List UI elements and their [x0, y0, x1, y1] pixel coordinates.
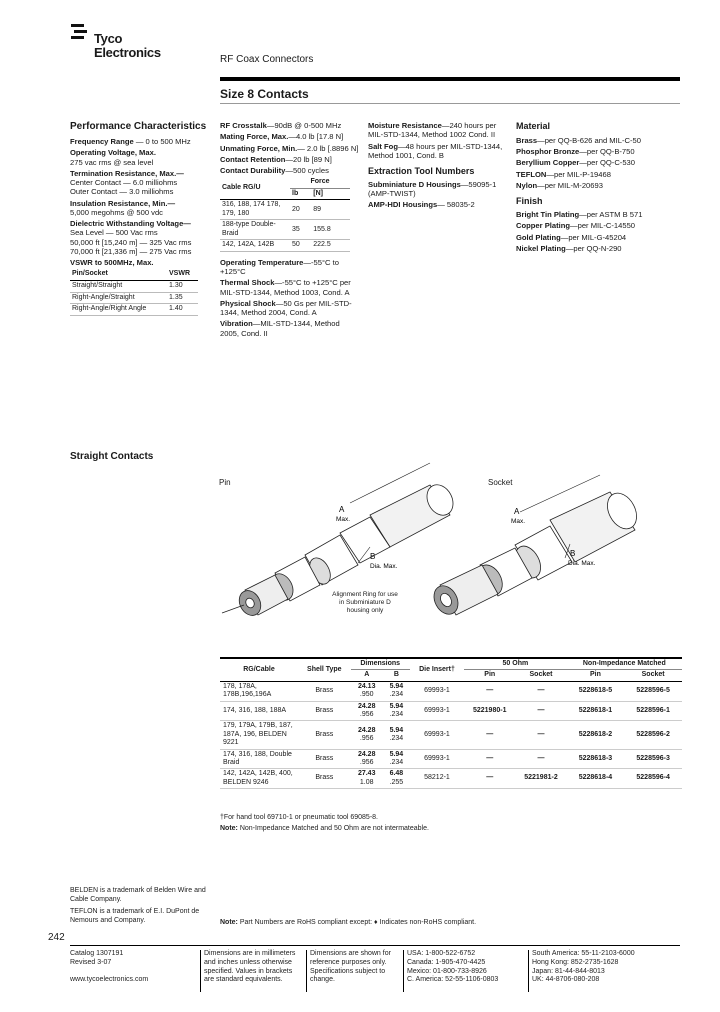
- term-value-1: Center Contact — 6.0 milliohms: [70, 178, 178, 188]
- dims-note-1: Dimensions are in millimeters and inches unless otherwise specified. Values in brackets are standard equivalents.: [204, 950, 296, 984]
- pin-dim-b: B: [370, 552, 376, 561]
- nylon-value: —per MIL-M-20693: [537, 180, 603, 190]
- force-cell: 35: [290, 220, 311, 240]
- dim-a-in: .956: [359, 710, 374, 718]
- dim-b-in: .255: [389, 778, 404, 786]
- parts-cell-shell: Brass: [298, 749, 351, 769]
- crosstalk-value: —90dB @ 0-500 MHz: [266, 121, 342, 130]
- alignment-ring-note: Alignment Ring for use in Subminiature D housing only: [332, 591, 398, 614]
- thermal-label: Thermal Shock: [220, 278, 275, 288]
- socket-contact-drawing: [410, 470, 650, 640]
- sub-d-value: —59095-1 (AMP-TWIST): [368, 179, 497, 199]
- parts-cell-rg: 174, 316, 188, 188A: [220, 701, 298, 721]
- material-title: Material: [516, 121, 551, 131]
- term-value-2: Outer Contact — 3.0 milliohms: [70, 187, 174, 197]
- parts-cell-die: 58212-1: [410, 769, 464, 789]
- dim-b-in: .234: [389, 710, 404, 718]
- parts-cell-b: [383, 769, 410, 789]
- diel-label: Dielectric Withstanding Voltage—: [70, 219, 191, 229]
- insul-label: Insulation Resistance, Min.—: [70, 198, 176, 208]
- dim-b-in: .234: [389, 758, 404, 766]
- brand-name: [94, 32, 161, 59]
- parts-cell-rg: 174, 316, 188, Double Braid: [220, 749, 298, 769]
- socket-label: Socket: [488, 478, 513, 487]
- force-cell: 89: [311, 200, 350, 220]
- col-non-impedance: Non-Impedance Matched: [567, 658, 682, 670]
- thermal-value: —-55°C to +125°C per MIL-STD-1344, Method 1003, Cond. A: [220, 278, 351, 297]
- contact-samerica: South America: 55-11-2103-6000: [532, 950, 635, 957]
- retention-label: Contact Retention: [220, 154, 286, 164]
- durability-value: —500 cycles: [285, 166, 329, 175]
- contact-canada: Canada: 1-905-470-4425: [407, 958, 486, 966]
- parts-cell-b: [383, 681, 410, 701]
- term-label: Termination Resistance, Max.—: [70, 168, 184, 178]
- parts-cell-rg: 178, 178A, 178B,196,196A: [220, 681, 298, 701]
- diel-value-3: 70,000 ft [21,336 m] — 275 Vac rms: [70, 246, 192, 256]
- vswr-cell: 1.40: [167, 304, 198, 316]
- contact-japan: Japan: 81-44-844-8013: [532, 967, 605, 975]
- parts-cell-rg: 142, 142A, 142B, 400, BELDEN 9246: [220, 769, 298, 789]
- finish-title: Finish: [516, 196, 543, 207]
- brand-line-2: Electronics: [94, 44, 161, 60]
- contact-usa: USA: 1-800-522-6752: [407, 950, 476, 957]
- parts-cell-b: [383, 701, 410, 721]
- parts-cell-s50: 5221981-2: [515, 769, 566, 789]
- moisture-value: —240 hours per MIL-STD-1344, Method 1002 Cond. II: [368, 121, 497, 140]
- table-footnote-2: [220, 825, 429, 834]
- freq-label: Frequency Range: [70, 137, 134, 147]
- tin-value: —per ASTM B 571: [579, 210, 643, 220]
- col-rg-cable: RG/Cable: [220, 658, 298, 681]
- moisture-label: Moisture Resistance: [368, 121, 442, 130]
- vswr-head-vswr: VSWR: [167, 269, 198, 280]
- col-dim-a: A: [351, 670, 383, 681]
- tyco-logo-icon: [70, 22, 90, 42]
- force-table: [220, 177, 350, 252]
- tin-label: Bright Tin Plating: [516, 210, 580, 220]
- parts-cell-rg: 179, 179A, 179B, 187, 187A, 196, BELDEN 9221: [220, 721, 298, 749]
- parts-cell-shell: Brass: [298, 721, 351, 749]
- belden-trademark: BELDEN is a trademark of Belden Wire and Cable Company.: [70, 887, 206, 903]
- force-cell: 316, 188, 174 178, 179, 180: [220, 200, 290, 220]
- amp-hdi-value: — 58035-2: [437, 200, 475, 210]
- table-row: [220, 749, 682, 769]
- performance-column: [70, 121, 212, 316]
- table-row: [220, 701, 682, 721]
- mid-column: [220, 121, 360, 340]
- force-cell: 20: [290, 200, 311, 220]
- optemp-value: —-55°C to +125°C: [220, 257, 339, 277]
- force-cell: 155.8: [311, 220, 350, 240]
- retention-value: —20 lb [89 N]: [285, 154, 332, 164]
- rohs-note-text: Part Numbers are RoHS compliant except: ♦ Indicates non-RoHS compliant.: [237, 919, 477, 926]
- nickel-label: Nickel Plating: [516, 243, 566, 253]
- dim-a-in: .956: [359, 758, 374, 766]
- header-title: RF Coax Connectors: [220, 54, 314, 65]
- table-row: [220, 769, 682, 789]
- dim-b-in: .234: [389, 691, 404, 699]
- sub-d-label: Subminiature D Housings: [368, 179, 461, 189]
- website-link[interactable]: www.tycoelectronics.com: [70, 975, 149, 983]
- contact-camerica: C. America: 52-55-1106-0803: [407, 976, 499, 984]
- parts-cell-p50: 5221980-1: [464, 701, 515, 721]
- extraction-title: Extraction Tool Numbers: [368, 166, 475, 176]
- parts-cell-s50: —: [515, 749, 566, 769]
- force-cell: 142, 142A, 142B: [220, 240, 290, 252]
- dim-a-in: .956: [359, 734, 374, 742]
- gold-value: —per MIL-G-45204: [560, 232, 627, 242]
- pin-dim-a: A: [339, 505, 345, 514]
- dim-a-mm: 27.43: [357, 770, 376, 778]
- footer-divider: [200, 950, 201, 992]
- dim-b-mm: 5.94: [389, 682, 404, 690]
- parts-cell-a: [351, 681, 383, 701]
- page-number: 242: [48, 932, 65, 943]
- parts-cell-a: [351, 749, 383, 769]
- gold-label: Gold Plating: [516, 232, 561, 242]
- beryl-label: Beryllium Copper: [516, 158, 580, 168]
- contact-americas: [407, 950, 527, 985]
- voltage-value: 275 vac rms @ sea level: [70, 157, 154, 167]
- footnote-note-label: Note:: [220, 825, 238, 832]
- dim-b-mm: 5.94: [389, 750, 404, 758]
- amp-hdi-label: AMP-HDI Housings: [368, 200, 438, 210]
- unmating-value: — 2.0 lb [.8896 N]: [297, 143, 359, 153]
- diel-value-2: 50,000 ft [15,240 m] — 325 Vac rms: [70, 237, 192, 247]
- parts-cell-s50: —: [515, 721, 566, 749]
- rohs-note-label: Note:: [220, 919, 238, 926]
- table-row: [220, 681, 682, 701]
- phos-value: —per QQ-B-750: [579, 147, 635, 157]
- parts-cell-pn: 5228618-2: [567, 721, 625, 749]
- right-mid-column: [368, 121, 508, 212]
- mating-label: Mating Force, Max.: [220, 132, 289, 142]
- saltfog-label: Salt Fog: [368, 141, 398, 151]
- header-rule: [220, 77, 680, 81]
- pin-dim-a-sub: Max.: [336, 516, 351, 523]
- socket-dim-a: A: [514, 507, 520, 516]
- socket-dim-b-sub: Dia. Max.: [568, 560, 596, 567]
- parts-cell-sn: 5228596-4: [624, 769, 682, 789]
- table-row: [70, 304, 198, 316]
- dim-a-mm: 24.28: [357, 702, 376, 710]
- parts-cell-pn: 5228618-3: [567, 749, 625, 769]
- parts-cell-s50: —: [515, 681, 566, 701]
- socket-dim-a-sub: Max.: [511, 518, 526, 525]
- force-head-n: [N]: [311, 188, 350, 200]
- parts-cell-p50: —: [464, 721, 515, 749]
- unmating-label: Unmating Force, Min.: [220, 143, 298, 153]
- col-shell-type: Shell Type: [298, 658, 351, 681]
- contact-mexico: Mexico: 01-800-733-8926: [407, 967, 487, 975]
- dim-b-in: .234: [389, 734, 404, 742]
- parts-cell-p50: —: [464, 681, 515, 701]
- brand-line-1: Tyco: [94, 31, 123, 46]
- parts-cell-b: [383, 721, 410, 749]
- contact-hk: Hong Kong: 852-2735-1628: [532, 958, 619, 966]
- force-cell: 50: [290, 240, 311, 252]
- vswr-table: [70, 269, 198, 315]
- dim-a-mm: 24.13: [357, 682, 376, 690]
- vswr-cell: 1.30: [167, 280, 198, 292]
- durability-label: Contact Durability: [220, 166, 286, 175]
- footnote-note-text: Non-Impedance Matched and 50 Ohm are not intermateable.: [237, 825, 429, 832]
- beryl-value: —per QQ-C-530: [579, 158, 636, 168]
- socket-dim-b: B: [570, 549, 576, 558]
- crosstalk-label: RF Crosstalk: [220, 121, 267, 130]
- dim-b-mm: 5.94: [389, 702, 404, 710]
- parts-cell-s50: —: [515, 701, 566, 721]
- dim-a-in: 1.08: [359, 778, 374, 786]
- socket-illustration: [429, 488, 642, 618]
- col-die-insert: Die Insert†: [410, 658, 464, 681]
- parts-cell-sn: 5228596-2: [624, 721, 682, 749]
- parts-cell-shell: Brass: [298, 701, 351, 721]
- saltfog-value: —48 hours per MIL-STD-1344, Method 1001, Cond. B: [368, 141, 503, 160]
- vswr-cell: Right-Angle/Straight: [70, 292, 167, 304]
- contact-international: [532, 950, 682, 985]
- vswr-cell: Right-Angle/Right Angle: [70, 304, 167, 316]
- parts-cell-pn: 5228618-4: [567, 769, 625, 789]
- footer-divider: [306, 950, 307, 992]
- footer-rule: [70, 945, 680, 946]
- copper-label: Copper Plating: [516, 221, 571, 231]
- footer-divider: [403, 950, 404, 992]
- parts-cell-die: 69993-1: [410, 701, 464, 721]
- table-row: [70, 292, 198, 304]
- force-head-force: Force: [290, 177, 350, 188]
- dim-b-mm: 6.48: [389, 770, 404, 778]
- pin-label: Pin: [219, 478, 231, 487]
- voltage-label: Operating Voltage, Max.: [70, 148, 156, 158]
- page-title: Size 8 Contacts: [220, 87, 309, 101]
- physical-label: Physical Shock: [220, 298, 276, 308]
- vswr-cell: 1.35: [167, 292, 198, 304]
- optemp-label: Operating Temperature: [220, 257, 304, 267]
- parts-table-body: [220, 681, 682, 788]
- parts-cell-shell: Brass: [298, 769, 351, 789]
- parts-cell-p50: —: [464, 769, 515, 789]
- parts-cell-p50: —: [464, 749, 515, 769]
- dim-a-mm: 24.28: [357, 726, 376, 734]
- parts-cell-a: [351, 769, 383, 789]
- col-50-pin: Pin: [464, 670, 515, 681]
- vswr-label: VSWR to 500MHz, Max.: [70, 258, 154, 268]
- teflon-trademark: TEFLON is a trademark of E.I. DuPont de Nemours and Company.: [70, 908, 200, 924]
- vswr-head-pin: Pin/Socket: [70, 269, 167, 280]
- phos-label: Phosphor Bronze: [516, 147, 580, 157]
- col-50-ohm: 50 Ohm: [464, 658, 567, 670]
- parts-cell-a: [351, 701, 383, 721]
- parts-table: [220, 657, 682, 789]
- brass-label: Brass: [516, 135, 538, 145]
- force-cell: 222.5: [311, 240, 350, 252]
- dim-a-mm: 24.28: [357, 750, 376, 758]
- dim-a-in: .950: [359, 691, 374, 699]
- parts-cell-pn: 5228618-5: [567, 681, 625, 701]
- revised-date: Revised 3-07: [70, 958, 112, 966]
- table-row: [220, 721, 682, 749]
- straight-contacts-title: Straight Contacts: [70, 451, 154, 462]
- table-row: [220, 240, 350, 252]
- freq-value: — 0 to 500 MHz: [133, 137, 191, 147]
- parts-cell-die: 69993-1: [410, 749, 464, 769]
- insul-value: 5,000 megohms @ 500 vdc: [70, 207, 163, 217]
- footer-divider: [528, 950, 529, 992]
- force-head-lb: lb: [290, 188, 311, 200]
- dim-b-mm: 5.94: [389, 726, 404, 734]
- force-cell: 188-type Double-Braid: [220, 220, 290, 240]
- material-column: [516, 121, 681, 255]
- performance-title: Performance Characteristics: [70, 121, 207, 132]
- parts-cell-die: 69993-1: [410, 721, 464, 749]
- parts-cell-die: 69993-1: [410, 681, 464, 701]
- parts-cell-pn: 5228618-1: [567, 701, 625, 721]
- col-ni-socket: Socket: [624, 670, 682, 681]
- copper-value: —per MIL-C-14550: [570, 221, 636, 231]
- physical-value: —50 Gs per MIL-STD-1344, Method 2004, Cond. A: [220, 298, 352, 318]
- pin-dim-b-sub: Dia. Max.: [370, 563, 398, 570]
- vswr-cell: Straight/Straight: [70, 280, 167, 292]
- force-head-cable: Cable RG/U: [220, 177, 290, 200]
- teflon-value: —per MIL-P-19468: [546, 169, 611, 179]
- nickel-value: —per QQ-N-290: [565, 243, 622, 253]
- col-ni-pin: Pin: [567, 670, 625, 681]
- table-row: [70, 280, 198, 292]
- teflon-label: TEFLON: [516, 169, 547, 179]
- col-50-socket: Socket: [515, 670, 566, 681]
- parts-cell-a: [351, 721, 383, 749]
- table-row: [220, 200, 350, 220]
- parts-cell-b: [383, 749, 410, 769]
- parts-cell-sn: 5228596-1: [624, 701, 682, 721]
- parts-cell-sn: 5228596-5: [624, 681, 682, 701]
- table-row: [220, 220, 350, 240]
- table-footnote-1: †For hand tool 69710-1 or pneumatic tool 69085-8.: [220, 814, 378, 821]
- diel-value-1: Sea Level — 500 Vac rms: [70, 228, 158, 238]
- title-rule: [220, 103, 680, 104]
- nylon-label: Nylon: [516, 180, 538, 190]
- brass-value: —per QQ-B-626 and MIL-C-50: [537, 135, 641, 145]
- col-dim-b: B: [383, 670, 410, 681]
- vibration-value: —MIL-STD-1344, Method 2005, Cond. II: [220, 319, 340, 338]
- parts-cell-sn: 5228596-3: [624, 749, 682, 769]
- contact-uk: UK: 44-8706-080-208: [532, 976, 600, 984]
- catalog-number: Catalog 1307191: [70, 950, 124, 957]
- parts-cell-shell: Brass: [298, 681, 351, 701]
- dims-note-2: Dimensions are shown for reference purposes only. Specifications subject to change.: [310, 950, 391, 984]
- footer-catalog: [70, 950, 200, 984]
- col-dimensions: Dimensions: [351, 658, 410, 670]
- vibration-label: Vibration: [220, 319, 253, 329]
- mating-value: —4.0 lb [17.8 N]: [288, 132, 344, 142]
- rohs-note: [220, 919, 476, 928]
